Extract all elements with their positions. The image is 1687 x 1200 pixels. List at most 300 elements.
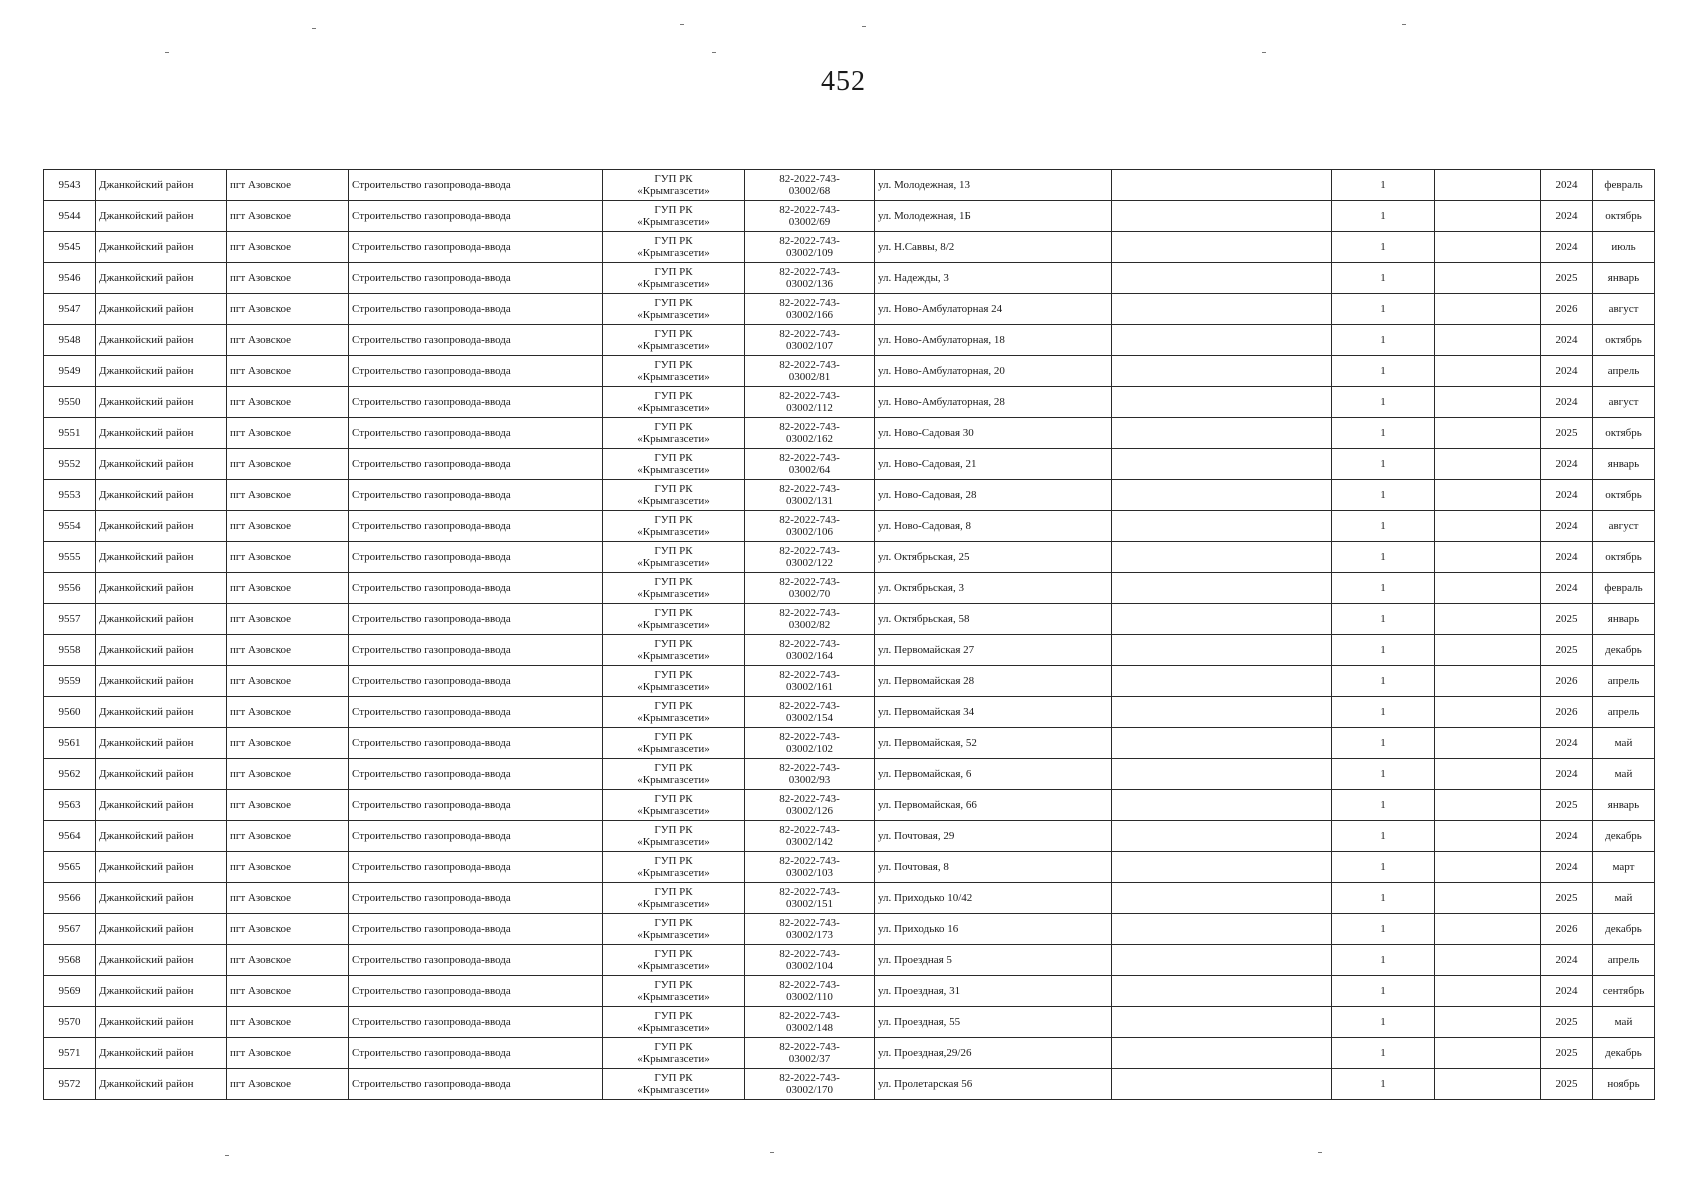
district-cell: Джанкойский район bbox=[96, 449, 227, 480]
empty-cell bbox=[1112, 759, 1332, 790]
address-cell: ул. Ново-Амбулаторная, 18 bbox=[875, 325, 1112, 356]
quantity-cell: 1 bbox=[1332, 1007, 1435, 1038]
organization-line-2: «Крымгазсети» bbox=[637, 743, 710, 755]
settlement-cell: пгт Азовское bbox=[227, 1038, 349, 1069]
work-type-cell: Строительство газопровода-ввода bbox=[349, 759, 603, 790]
scan-speck bbox=[165, 52, 169, 53]
organization-line-1: ГУП РК bbox=[654, 359, 693, 371]
organization-line-1: ГУП РК bbox=[654, 638, 693, 650]
row-number-cell: 9560 bbox=[44, 697, 96, 728]
district-cell: Джанкойский район bbox=[96, 170, 227, 201]
empty-cell bbox=[1435, 573, 1541, 604]
row-number-cell: 9548 bbox=[44, 325, 96, 356]
organization-line-2: «Крымгазсети» bbox=[637, 526, 710, 538]
month-cell: август bbox=[1593, 387, 1655, 418]
settlement-cell: пгт Азовское bbox=[227, 666, 349, 697]
empty-cell bbox=[1435, 666, 1541, 697]
month-cell: октябрь bbox=[1593, 542, 1655, 573]
year-cell: 2024 bbox=[1541, 945, 1593, 976]
settlement-cell: пгт Азовское bbox=[227, 480, 349, 511]
month-cell: февраль bbox=[1593, 573, 1655, 604]
month-cell: ноябрь bbox=[1593, 1069, 1655, 1100]
permit-code-line-2: 03002/82 bbox=[788, 619, 831, 631]
organization-line-1: ГУП РК bbox=[654, 948, 693, 960]
district-cell: Джанкойский район bbox=[96, 635, 227, 666]
empty-cell bbox=[1435, 1038, 1541, 1069]
empty-cell bbox=[1435, 759, 1541, 790]
year-cell: 2024 bbox=[1541, 449, 1593, 480]
empty-cell bbox=[1112, 1038, 1332, 1069]
organization-cell bbox=[603, 418, 745, 449]
year-cell: 2025 bbox=[1541, 418, 1593, 449]
table-row bbox=[44, 511, 1655, 542]
organization-line-2: «Крымгазсети» bbox=[637, 185, 710, 197]
settlement-cell: пгт Азовское bbox=[227, 821, 349, 852]
district-cell: Джанкойский район bbox=[96, 666, 227, 697]
empty-cell bbox=[1435, 883, 1541, 914]
quantity-cell: 1 bbox=[1332, 294, 1435, 325]
settlement-cell: пгт Азовское bbox=[227, 697, 349, 728]
organization-line-1: ГУП РК bbox=[654, 266, 693, 278]
row-number-cell: 9547 bbox=[44, 294, 96, 325]
organization-cell bbox=[603, 170, 745, 201]
month-cell: октябрь bbox=[1593, 325, 1655, 356]
work-type-cell: Строительство газопровода-ввода bbox=[349, 821, 603, 852]
table-row bbox=[44, 914, 1655, 945]
address-cell: ул. Н.Саввы, 8/2 bbox=[875, 232, 1112, 263]
work-type-cell: Строительство газопровода-ввода bbox=[349, 387, 603, 418]
empty-cell bbox=[1112, 294, 1332, 325]
permit-code-line-2: 03002/110 bbox=[786, 991, 833, 1003]
organization-line-1: ГУП РК bbox=[654, 824, 693, 836]
month-cell: май bbox=[1593, 1007, 1655, 1038]
district-cell: Джанкойский район bbox=[96, 728, 227, 759]
permit-code-line-2: 03002/81 bbox=[788, 371, 831, 383]
organization-cell bbox=[603, 635, 745, 666]
permit-code-cell bbox=[745, 232, 875, 263]
empty-cell bbox=[1112, 790, 1332, 821]
permit-code-line-1: 82-2022-743- bbox=[779, 235, 840, 247]
empty-cell bbox=[1435, 697, 1541, 728]
settlement-cell: пгт Азовское bbox=[227, 418, 349, 449]
permit-code-cell bbox=[745, 666, 875, 697]
address-cell: ул. Ново-Садовая, 21 bbox=[875, 449, 1112, 480]
year-cell: 2025 bbox=[1541, 263, 1593, 294]
permit-code-line-2: 03002/93 bbox=[788, 774, 831, 786]
settlement-cell: пгт Азовское bbox=[227, 914, 349, 945]
month-cell: июль bbox=[1593, 232, 1655, 263]
permit-code-cell bbox=[745, 976, 875, 1007]
table-row bbox=[44, 542, 1655, 573]
table-row bbox=[44, 976, 1655, 1007]
table-row bbox=[44, 821, 1655, 852]
address-cell: ул. Ново-Амбулаторная, 20 bbox=[875, 356, 1112, 387]
permit-code-line-2: 03002/104 bbox=[785, 960, 834, 972]
permit-code-line-1: 82-2022-743- bbox=[779, 886, 840, 898]
organization-line-1: ГУП РК bbox=[654, 204, 693, 216]
permit-code-line-1: 82-2022-743- bbox=[779, 297, 840, 309]
row-number-cell: 9544 bbox=[44, 201, 96, 232]
organization-cell bbox=[603, 542, 745, 573]
settlement-cell: пгт Азовское bbox=[227, 635, 349, 666]
row-number-cell: 9566 bbox=[44, 883, 96, 914]
district-cell: Джанкойский район bbox=[96, 294, 227, 325]
district-cell: Джанкойский район bbox=[96, 542, 227, 573]
address-cell: ул. Почтовая, 29 bbox=[875, 821, 1112, 852]
year-cell: 2024 bbox=[1541, 232, 1593, 263]
table-row bbox=[44, 852, 1655, 883]
table-row bbox=[44, 604, 1655, 635]
empty-cell bbox=[1112, 201, 1332, 232]
organization-cell bbox=[603, 511, 745, 542]
work-type-cell: Строительство газопровода-ввода bbox=[349, 635, 603, 666]
table-row bbox=[44, 573, 1655, 604]
quantity-cell: 1 bbox=[1332, 542, 1435, 573]
work-type-cell: Строительство газопровода-ввода bbox=[349, 573, 603, 604]
permit-code-line-1: 82-2022-743- bbox=[779, 824, 840, 836]
permit-code-cell bbox=[745, 356, 875, 387]
empty-cell bbox=[1435, 790, 1541, 821]
empty-cell bbox=[1435, 511, 1541, 542]
empty-cell bbox=[1435, 976, 1541, 1007]
work-type-cell: Строительство газопровода-ввода bbox=[349, 201, 603, 232]
row-number-cell: 9570 bbox=[44, 1007, 96, 1038]
settlement-cell: пгт Азовское bbox=[227, 449, 349, 480]
permit-code-cell bbox=[745, 170, 875, 201]
organization-cell bbox=[603, 573, 745, 604]
organization-cell bbox=[603, 914, 745, 945]
settlement-cell: пгт Азовское bbox=[227, 790, 349, 821]
permit-code-cell bbox=[745, 511, 875, 542]
organization-line-1: ГУП РК bbox=[654, 1010, 693, 1022]
year-cell: 2024 bbox=[1541, 170, 1593, 201]
row-number-cell: 9545 bbox=[44, 232, 96, 263]
empty-cell bbox=[1112, 232, 1332, 263]
quantity-cell: 1 bbox=[1332, 356, 1435, 387]
address-cell: ул. Пролетарская 56 bbox=[875, 1069, 1112, 1100]
address-cell: ул. Ново-Садовая 30 bbox=[875, 418, 1112, 449]
organization-cell bbox=[603, 666, 745, 697]
empty-cell bbox=[1435, 914, 1541, 945]
address-cell: ул. Проездная, 31 bbox=[875, 976, 1112, 1007]
work-type-cell: Строительство газопровода-ввода bbox=[349, 1007, 603, 1038]
organization-cell bbox=[603, 232, 745, 263]
work-type-cell: Строительство газопровода-ввода bbox=[349, 666, 603, 697]
work-type-cell: Строительство газопровода-ввода bbox=[349, 883, 603, 914]
organization-line-2: «Крымгазсети» bbox=[637, 929, 710, 941]
settlement-cell: пгт Азовское bbox=[227, 170, 349, 201]
row-number-cell: 9569 bbox=[44, 976, 96, 1007]
empty-cell bbox=[1112, 387, 1332, 418]
organization-line-2: «Крымгазсети» bbox=[637, 216, 710, 228]
organization-cell bbox=[603, 294, 745, 325]
organization-line-2: «Крымгазсети» bbox=[637, 1022, 710, 1034]
table-row bbox=[44, 697, 1655, 728]
year-cell: 2024 bbox=[1541, 573, 1593, 604]
quantity-cell: 1 bbox=[1332, 914, 1435, 945]
organization-line-2: «Крымгазсети» bbox=[637, 588, 710, 600]
empty-cell bbox=[1435, 418, 1541, 449]
permit-code-line-1: 82-2022-743- bbox=[779, 638, 840, 650]
organization-line-2: «Крымгазсети» bbox=[637, 309, 710, 321]
permit-code-cell bbox=[745, 263, 875, 294]
permit-code-line-2: 03002/142 bbox=[785, 836, 834, 848]
organization-line-1: ГУП РК bbox=[654, 762, 693, 774]
quantity-cell: 1 bbox=[1332, 232, 1435, 263]
organization-line-2: «Крымгазсети» bbox=[637, 247, 710, 259]
quantity-cell: 1 bbox=[1332, 1038, 1435, 1069]
empty-cell bbox=[1112, 325, 1332, 356]
settlement-cell: пгт Азовское bbox=[227, 883, 349, 914]
row-number-cell: 9568 bbox=[44, 945, 96, 976]
district-cell: Джанкойский район bbox=[96, 325, 227, 356]
settlement-cell: пгт Азовское bbox=[227, 759, 349, 790]
organization-line-2: «Крымгазсети» bbox=[637, 278, 710, 290]
year-cell: 2024 bbox=[1541, 976, 1593, 1007]
permit-code-line-2: 03002/161 bbox=[785, 681, 834, 693]
year-cell: 2025 bbox=[1541, 1007, 1593, 1038]
quantity-cell: 1 bbox=[1332, 480, 1435, 511]
quantity-cell: 1 bbox=[1332, 852, 1435, 883]
permit-code-cell bbox=[745, 449, 875, 480]
year-cell: 2026 bbox=[1541, 294, 1593, 325]
permit-code-cell bbox=[745, 697, 875, 728]
district-cell: Джанкойский район bbox=[96, 821, 227, 852]
work-type-cell: Строительство газопровода-ввода bbox=[349, 945, 603, 976]
empty-cell bbox=[1435, 201, 1541, 232]
organization-cell bbox=[603, 945, 745, 976]
settlement-cell: пгт Азовское bbox=[227, 356, 349, 387]
organization-line-1: ГУП РК bbox=[654, 979, 693, 991]
organization-cell bbox=[603, 697, 745, 728]
permit-code-line-2: 03002/103 bbox=[785, 867, 834, 879]
work-type-cell: Строительство газопровода-ввода bbox=[349, 170, 603, 201]
organization-cell bbox=[603, 356, 745, 387]
permit-code-line-2: 03002/64 bbox=[788, 464, 831, 476]
organization-line-2: «Крымгазсети» bbox=[637, 619, 710, 631]
work-type-cell: Строительство газопровода-ввода bbox=[349, 511, 603, 542]
settlement-cell: пгт Азовское bbox=[227, 1007, 349, 1038]
year-cell: 2024 bbox=[1541, 356, 1593, 387]
district-cell: Джанкойский район bbox=[96, 201, 227, 232]
address-cell: ул. Первомайская, 6 bbox=[875, 759, 1112, 790]
organization-line-2: «Крымгазсети» bbox=[637, 1084, 710, 1096]
permit-code-cell bbox=[745, 604, 875, 635]
month-cell: март bbox=[1593, 852, 1655, 883]
table-row bbox=[44, 945, 1655, 976]
permit-code-line-1: 82-2022-743- bbox=[779, 793, 840, 805]
page-number: 452 bbox=[821, 66, 866, 97]
settlement-cell: пгт Азовское bbox=[227, 263, 349, 294]
permit-code-line-1: 82-2022-743- bbox=[779, 483, 840, 495]
work-type-cell: Строительство газопровода-ввода bbox=[349, 418, 603, 449]
year-cell: 2024 bbox=[1541, 201, 1593, 232]
organization-line-1: ГУП РК bbox=[654, 793, 693, 805]
address-cell: ул. Проездная 5 bbox=[875, 945, 1112, 976]
settlement-cell: пгт Азовское bbox=[227, 604, 349, 635]
quantity-cell: 1 bbox=[1332, 666, 1435, 697]
permit-code-cell bbox=[745, 821, 875, 852]
permit-code-cell bbox=[745, 480, 875, 511]
month-cell: декабрь bbox=[1593, 635, 1655, 666]
address-cell: ул. Молодежная, 1Б bbox=[875, 201, 1112, 232]
permit-code-line-1: 82-2022-743- bbox=[779, 1072, 840, 1084]
organization-line-2: «Крымгазсети» bbox=[637, 805, 710, 817]
organization-line-1: ГУП РК bbox=[654, 328, 693, 340]
organization-line-2: «Крымгазсети» bbox=[637, 867, 710, 879]
organization-cell bbox=[603, 759, 745, 790]
quantity-cell: 1 bbox=[1332, 883, 1435, 914]
permit-code-cell bbox=[745, 294, 875, 325]
address-cell: ул. Октябрьская, 3 bbox=[875, 573, 1112, 604]
permit-code-line-2: 03002/122 bbox=[785, 557, 834, 569]
scan-speck bbox=[1262, 52, 1266, 53]
row-number-cell: 9546 bbox=[44, 263, 96, 294]
table-row bbox=[44, 1069, 1655, 1100]
permit-code-line-1: 82-2022-743- bbox=[779, 607, 840, 619]
organization-cell bbox=[603, 387, 745, 418]
settlement-cell: пгт Азовское bbox=[227, 387, 349, 418]
empty-cell bbox=[1435, 635, 1541, 666]
organization-line-2: «Крымгазсети» bbox=[637, 681, 710, 693]
permit-code-line-2: 03002/107 bbox=[785, 340, 834, 352]
register-table bbox=[43, 169, 1655, 1100]
work-type-cell: Строительство газопровода-ввода bbox=[349, 1069, 603, 1100]
permit-code-line-2: 03002/102 bbox=[785, 743, 834, 755]
organization-line-2: «Крымгазсети» bbox=[637, 960, 710, 972]
permit-code-line-1: 82-2022-743- bbox=[779, 948, 840, 960]
table-row bbox=[44, 170, 1655, 201]
year-cell: 2025 bbox=[1541, 1069, 1593, 1100]
table-row bbox=[44, 356, 1655, 387]
address-cell: ул. Октябрьская, 58 bbox=[875, 604, 1112, 635]
year-cell: 2025 bbox=[1541, 635, 1593, 666]
scan-speck bbox=[712, 52, 716, 53]
organization-line-2: «Крымгазсети» bbox=[637, 650, 710, 662]
settlement-cell: пгт Азовское bbox=[227, 728, 349, 759]
table-row bbox=[44, 387, 1655, 418]
month-cell: апрель bbox=[1593, 356, 1655, 387]
permit-code-line-1: 82-2022-743- bbox=[779, 328, 840, 340]
organization-line-1: ГУП РК bbox=[654, 514, 693, 526]
organization-cell bbox=[603, 325, 745, 356]
year-cell: 2024 bbox=[1541, 542, 1593, 573]
empty-cell bbox=[1435, 1007, 1541, 1038]
empty-cell bbox=[1435, 232, 1541, 263]
row-number-cell: 9554 bbox=[44, 511, 96, 542]
address-cell: ул. Первомайская 28 bbox=[875, 666, 1112, 697]
table-row bbox=[44, 666, 1655, 697]
quantity-cell: 1 bbox=[1332, 449, 1435, 480]
organization-cell bbox=[603, 1038, 745, 1069]
year-cell: 2024 bbox=[1541, 325, 1593, 356]
year-cell: 2024 bbox=[1541, 759, 1593, 790]
address-cell: ул. Почтовая, 8 bbox=[875, 852, 1112, 883]
work-type-cell: Строительство газопровода-ввода bbox=[349, 356, 603, 387]
permit-code-line-1: 82-2022-743- bbox=[779, 204, 840, 216]
permit-code-cell bbox=[745, 759, 875, 790]
organization-line-1: ГУП РК bbox=[654, 545, 693, 557]
row-number-cell: 9565 bbox=[44, 852, 96, 883]
permit-code-line-2: 03002/68 bbox=[788, 185, 831, 197]
organization-line-2: «Крымгазсети» bbox=[637, 991, 710, 1003]
empty-cell bbox=[1435, 852, 1541, 883]
district-cell: Джанкойский район bbox=[96, 511, 227, 542]
table-row bbox=[44, 201, 1655, 232]
organization-line-2: «Крымгазсети» bbox=[637, 712, 710, 724]
permit-code-cell bbox=[745, 325, 875, 356]
quantity-cell: 1 bbox=[1332, 511, 1435, 542]
quantity-cell: 1 bbox=[1332, 201, 1435, 232]
row-number-cell: 9557 bbox=[44, 604, 96, 635]
table-row bbox=[44, 1007, 1655, 1038]
month-cell: январь bbox=[1593, 790, 1655, 821]
permit-code-cell bbox=[745, 635, 875, 666]
address-cell: ул. Молодежная, 13 bbox=[875, 170, 1112, 201]
row-number-cell: 9551 bbox=[44, 418, 96, 449]
organization-line-1: ГУП РК bbox=[654, 607, 693, 619]
work-type-cell: Строительство газопровода-ввода bbox=[349, 263, 603, 294]
empty-cell bbox=[1112, 666, 1332, 697]
year-cell: 2024 bbox=[1541, 387, 1593, 418]
permit-code-line-2: 03002/166 bbox=[785, 309, 834, 321]
empty-cell bbox=[1435, 170, 1541, 201]
permit-code-cell bbox=[745, 573, 875, 604]
quantity-cell: 1 bbox=[1332, 573, 1435, 604]
organization-cell bbox=[603, 821, 745, 852]
permit-code-line-2: 03002/170 bbox=[785, 1084, 834, 1096]
district-cell: Джанкойский район bbox=[96, 914, 227, 945]
permit-code-line-2: 03002/154 bbox=[785, 712, 834, 724]
organization-cell bbox=[603, 728, 745, 759]
organization-line-1: ГУП РК bbox=[654, 421, 693, 433]
quantity-cell: 1 bbox=[1332, 821, 1435, 852]
permit-code-line-1: 82-2022-743- bbox=[779, 545, 840, 557]
month-cell: май bbox=[1593, 728, 1655, 759]
address-cell: ул. Приходько 10/42 bbox=[875, 883, 1112, 914]
organization-line-2: «Крымгазсети» bbox=[637, 836, 710, 848]
district-cell: Джанкойский район bbox=[96, 945, 227, 976]
empty-cell bbox=[1112, 1069, 1332, 1100]
permit-code-cell bbox=[745, 542, 875, 573]
address-cell: ул. Ново-Амбулаторная, 28 bbox=[875, 387, 1112, 418]
empty-cell bbox=[1435, 542, 1541, 573]
organization-line-2: «Крымгазсети» bbox=[637, 898, 710, 910]
district-cell: Джанкойский район bbox=[96, 1038, 227, 1069]
table-row bbox=[44, 728, 1655, 759]
settlement-cell: пгт Азовское bbox=[227, 1069, 349, 1100]
address-cell: ул. Первомайская 27 bbox=[875, 635, 1112, 666]
empty-cell bbox=[1112, 821, 1332, 852]
row-number-cell: 9562 bbox=[44, 759, 96, 790]
address-cell: ул. Ново-Садовая, 8 bbox=[875, 511, 1112, 542]
permit-code-cell bbox=[745, 914, 875, 945]
empty-cell bbox=[1112, 418, 1332, 449]
quantity-cell: 1 bbox=[1332, 1069, 1435, 1100]
district-cell: Джанкойский район bbox=[96, 883, 227, 914]
permit-code-line-2: 03002/162 bbox=[785, 433, 834, 445]
empty-cell bbox=[1435, 480, 1541, 511]
empty-cell bbox=[1435, 263, 1541, 294]
month-cell: апрель bbox=[1593, 697, 1655, 728]
address-cell: ул. Надежды, 3 bbox=[875, 263, 1112, 294]
empty-cell bbox=[1435, 1069, 1541, 1100]
empty-cell bbox=[1112, 945, 1332, 976]
quantity-cell: 1 bbox=[1332, 759, 1435, 790]
year-cell: 2026 bbox=[1541, 697, 1593, 728]
row-number-cell: 9572 bbox=[44, 1069, 96, 1100]
permit-code-cell bbox=[745, 1069, 875, 1100]
